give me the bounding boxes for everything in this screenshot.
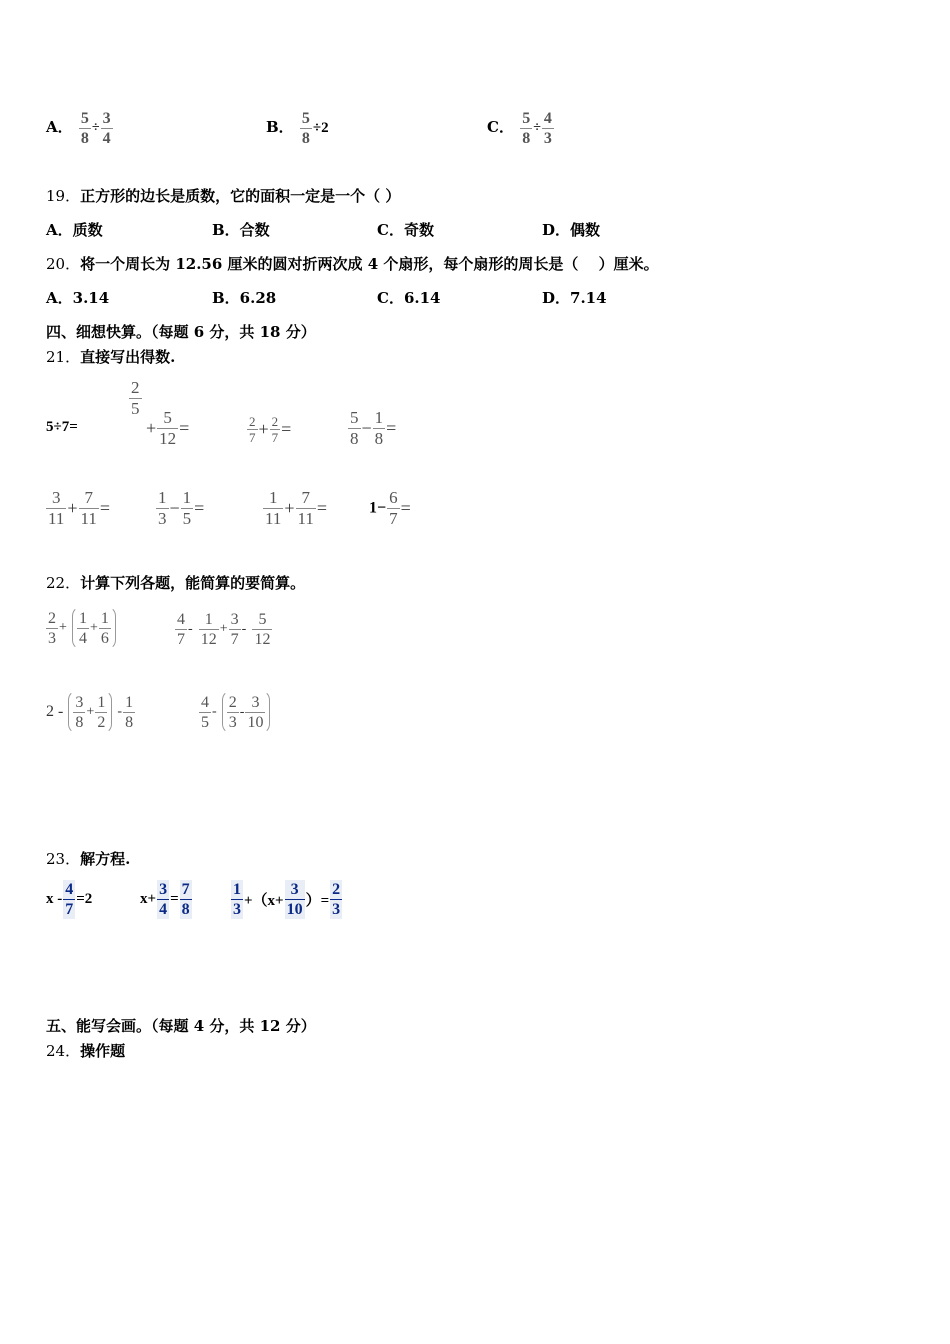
- question-number: 22．: [46, 574, 81, 592]
- q21-expression: $\frac{1}{3}$ − $\frac{1}{5}$ =: [158, 488, 205, 528]
- q22-expression: $\frac{4}{5}$ - $\frac{2}{3}$ - $\frac{3}{10}$: [198, 690, 270, 734]
- q18-option-a: [46, 104, 114, 150]
- operator: ÷: [91, 120, 100, 135]
- fraction: $\frac{1}{3}$: [233, 881, 241, 918]
- q19-question: [46, 186, 400, 206]
- fraction: $\frac{2}{7}$: [249, 414, 256, 445]
- fraction: $\frac{3}{4}$: [102, 109, 111, 147]
- q19-option-c: C．奇数: [377, 221, 434, 239]
- fraction: $\frac{5}{8}$: [80, 109, 89, 147]
- section-heading-4: 四、细想快算。（每题 6 分，共 18 分）: [46, 323, 316, 341]
- q19-option-d: D．偶数: [542, 221, 601, 239]
- fraction: $\frac{1}{8}$: [374, 408, 384, 448]
- fraction: $\frac{2}{3}$: [228, 694, 237, 731]
- fraction: $\frac{3}{4}$: [159, 881, 168, 918]
- q20-option-c: C．6.14: [377, 289, 441, 307]
- section-heading-5: 五、能写会画。（每题 4 分，共 12 分）: [46, 1017, 316, 1035]
- q21-expression: 5÷7=: [46, 419, 78, 435]
- q21-expression: [128, 378, 143, 419]
- fraction: $\frac{1}{8}$: [125, 693, 134, 731]
- q21-expression: $\frac{3}{11}$ + $\frac{7}{11}$ =: [48, 488, 111, 528]
- fraction: $\frac{4}{3}$: [543, 109, 552, 147]
- question-text: 直接写出得数.: [80, 348, 176, 366]
- fraction: $\frac{1}{11}$: [265, 488, 282, 528]
- fraction: $\frac{3}{10}$: [247, 694, 264, 731]
- q21-expression: $\frac{5}{8}$ − $\frac{1}{8}$ =: [350, 408, 397, 448]
- q22-expression: $\frac{4}{7}$ - $\frac{1}{12}$ + $\frac{3}{7}$ - $\frac{5}{12}$: [177, 611, 271, 648]
- q20-question: [46, 254, 659, 274]
- fraction: $\frac{3}{8}$: [75, 694, 84, 731]
- fraction: $\frac{2}{5}$: [131, 378, 140, 418]
- question-number: 24．: [46, 1042, 81, 1060]
- question-number: 20．: [46, 255, 81, 273]
- option-label: A．: [46, 118, 73, 136]
- option-label: B．: [266, 118, 294, 136]
- fraction: $\frac{1}{12}$: [200, 611, 217, 648]
- question-text: 计算下列各题，能简算的要简算。: [80, 574, 306, 592]
- fraction: $\frac{5}{8}$: [522, 109, 531, 147]
- operator: ÷: [533, 120, 541, 135]
- parenthesis-group: $\frac{3}{8}$ + $\frac{1}{2}$: [68, 690, 112, 734]
- q22-expression: 2 - $\frac{3}{8}$ + $\frac{1}{2}$ - $\frac{1}{8}$: [46, 690, 136, 734]
- q21-question: [46, 347, 175, 367]
- option-label: C．: [487, 118, 514, 136]
- question-number: 23．: [46, 850, 81, 868]
- fraction: $\frac{1}{2}$: [97, 694, 106, 731]
- q22-question: [46, 573, 305, 593]
- fraction: $\frac{6}{7}$: [389, 488, 398, 528]
- fraction: $\frac{2}{3}$: [48, 609, 56, 647]
- q21-expression: $\frac{1}{11}$ + $\frac{7}{11}$ =: [265, 488, 328, 528]
- fraction: $\frac{4}{5}$: [201, 693, 209, 731]
- parenthesis-group: $\frac{2}{3}$ - $\frac{3}{10}$: [222, 690, 271, 734]
- q24-question: [46, 1041, 125, 1061]
- fraction: $\frac{1}{4}$: [79, 610, 87, 647]
- question-text: 解方程.: [80, 850, 131, 868]
- q22-expression: $\frac{2}{3}$ + $\frac{1}{4}$ + $\frac{1}{6}$: [45, 606, 116, 650]
- fraction: $\frac{2}{3}$: [332, 881, 341, 918]
- fraction: $\frac{3}{11}$: [48, 488, 65, 528]
- fraction: $\frac{3}{7}$: [230, 611, 239, 648]
- question-text: 操作题: [80, 1042, 126, 1060]
- q23-equation: x - $\frac{4}{7}$ =2: [46, 881, 93, 918]
- fraction: $\frac{1}{5}$: [182, 488, 192, 528]
- q23-equation: x+ $\frac{3}{4}$ = $\frac{7}{8}$: [140, 881, 190, 918]
- fraction: $\frac{5}{12}$: [159, 408, 177, 448]
- operator-tail: ÷2: [312, 120, 329, 136]
- question-text: 将一个周长为 12.56 厘米的圆对折两次成 4 个扇形，每个扇形的周长是（ ）厘米。: [80, 255, 659, 273]
- q21-expression: $\frac{2}{7}$ + $\frac{2}{7}$ =: [249, 414, 292, 445]
- question-text: 正方形的边长是质数，它的面积一定是一个（ ）: [80, 187, 401, 205]
- fraction: $\frac{3}{10}$: [286, 881, 303, 918]
- fraction: $\frac{5}{12}$: [254, 611, 271, 648]
- q18-option-c: [487, 104, 555, 150]
- q19-option-a: A．质数: [46, 221, 103, 239]
- fraction: $\frac{2}{7}$: [271, 414, 279, 445]
- q21-expression: + $\frac{5}{12}$ =: [146, 408, 190, 448]
- fraction: $\frac{4}{7}$: [177, 611, 185, 648]
- q20-option-a: A．3.14: [46, 289, 110, 307]
- q18-option-b: [266, 104, 329, 150]
- question-number: 21．: [46, 348, 81, 366]
- question-number: 19．: [46, 187, 81, 205]
- q20-option-b: B．6.28: [212, 289, 277, 307]
- q20-option-d: D．7.14: [542, 289, 607, 307]
- q23-question: [46, 849, 130, 869]
- fraction: $\frac{5}{8}$: [350, 408, 359, 448]
- parenthesis-group: $\frac{1}{4}$ + $\frac{1}{6}$: [72, 606, 116, 650]
- fraction: $\frac{1}{6}$: [100, 610, 109, 647]
- fraction: $\frac{7}{8}$: [181, 881, 190, 918]
- fraction: $\frac{1}{3}$: [158, 488, 167, 528]
- fraction: $\frac{5}{8}$: [301, 109, 310, 147]
- q19-option-b: B．合数: [212, 221, 270, 239]
- fraction: $\frac{7}{11}$: [297, 488, 314, 528]
- fraction: $\frac{4}{7}$: [65, 881, 74, 918]
- fraction: $\frac{7}{11}$: [80, 488, 97, 528]
- q21-expression: 1− $\frac{6}{7}$ =: [369, 488, 411, 528]
- q23-equation: $\frac{1}{3}$ +（x+ $\frac{3}{10}$ ）= $\frac{2}{3}$: [233, 881, 341, 918]
